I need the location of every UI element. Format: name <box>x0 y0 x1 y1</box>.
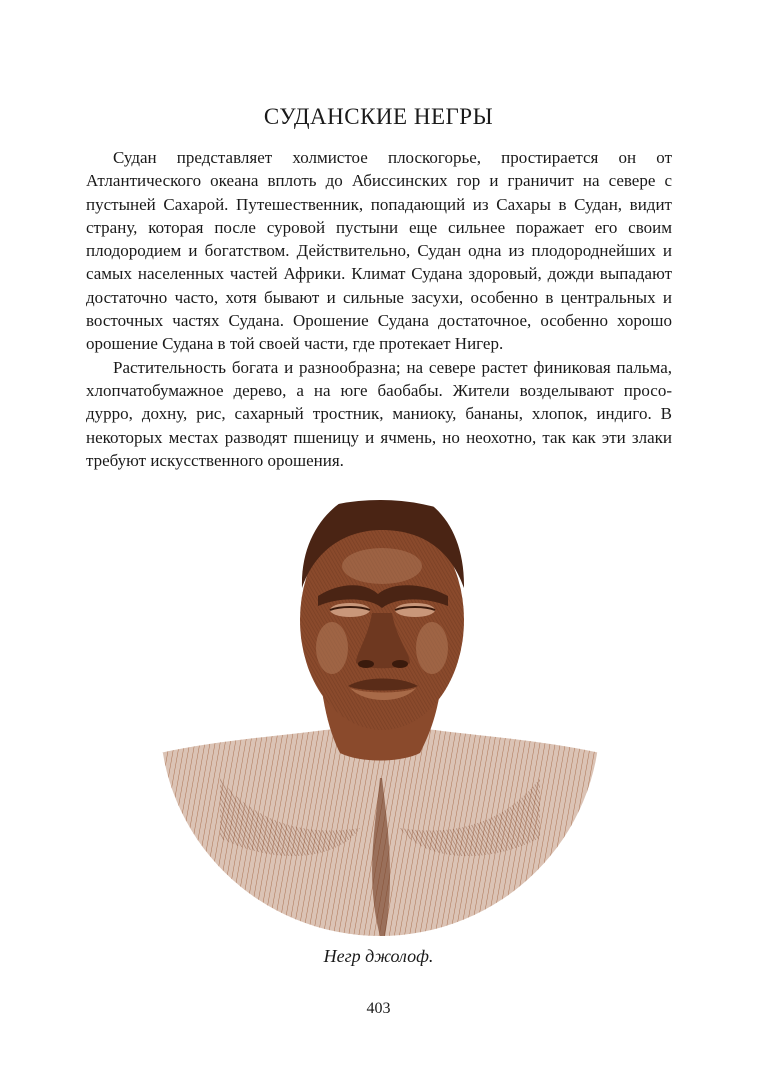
paragraph-1: Судан представляет холмистое плоскогорье, простирается он от Атлантического океана вплоть до Абиссинских гор и граничит на севере с пустыней Сахарой. Путешественник, попадающий из Сахары в Судан, видит страну, которая после суровой пустыни еще сильнее поражает его своим плодородием и богатством. Действительно, Судан одна из плодороднейших и самых населенных частей Африки. Климат Судана здоровый, дожди выпадают достаточно часто, хотя бывают и сильные засухи, особенно в центральных и восточных частях Судана. Орошение Судана достаточное, особенно хорошо орошение Судана в той своей части, где протекает Нигер. <box>86 148 672 354</box>
portrait-engraving <box>160 478 600 936</box>
paragraph-2: Растительность богата и разнообразна; на севере растет финиковая пальма, хлопчатобумажное дерево, а на юге баобабы. Жители возделывают просо-дурро, дохну, рис, сахарный тростник, маниоку, бананы, хлопок, индиго. В некоторых местах разводят пшеницу и ячмень, но неохотно, так как эти злаки требуют искусственного орошения. <box>86 357 672 470</box>
body-text <box>86 146 672 472</box>
page-number: 403 <box>366 1000 391 1017</box>
chapter-title: СУДАНСКИЕ НЕГРЫ <box>263 104 494 129</box>
illustration-caption: Негр джолоф. <box>323 946 434 966</box>
